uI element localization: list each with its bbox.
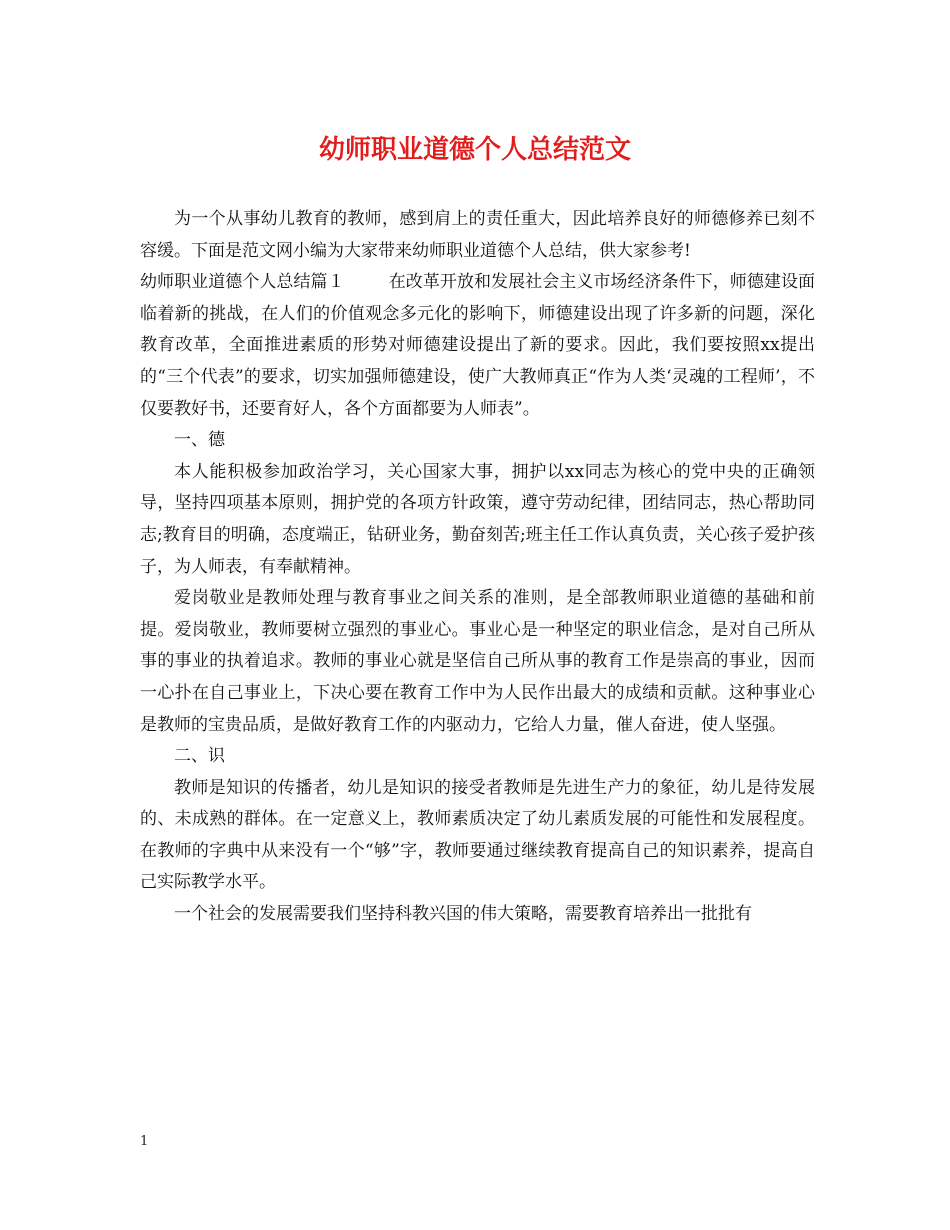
section-shi-paragraph-1: 教师是知识的传播者，幼儿是知识的接受者教师是先进生产力的象征，幼儿是待发展的、未成熟的群体。在一定意义上，教师素质决定了幼儿素质发展的可能性和发展程度。在教师的字典中从来没有一个“够”字，教师要通过继续教育提高自己的知识素养，提高自己实际教学水平。 [140,777,815,893]
page-number: 1 [140,1134,149,1149]
article-label: 幼师职业道德个人总结篇１ [140,272,345,293]
article-paragraph [140,267,815,425]
section-heading-de: 一、德 [174,430,225,451]
section-de-paragraph-1: 本人能积极参加政治学习，关心国家大事，拥护以xx同志为核心的党中央的正确领导，坚持四项基本原则，拥护党的各项方针政策，遵守劳动纪律，团结同志，热心帮助同志;教育目的明确，态度端正，钻研业务，勤奋刻苦;班主任工作认真负责，关心孩子爱护孩子，为人师表，有奉献精神。 [140,461,815,577]
document-title: 幼师职业道德个人总结范文 [318,135,631,165]
section-heading-shi: 二、识 [174,746,225,767]
article-intro-text: 在改革开放和发展社会主义市场经济条件下，师德建设面临着新的挑战，在人们的价值观念多元化的影响下，师德建设出现了许多新的问题，深化教育改革，全面推进素质的形势对师德建设提出了新的要求。因此，我们要按照xx提出的“三个代表”的要求，切实加强师德建设，使广大教师真正“作为人类‘灵魂的工程师’，不仅要教好书，还要育好人，各个方面都要为人师表”。 [140,272,816,419]
section-shi-paragraph-2: 一个社会的发展需要我们坚持科教兴国的伟大策略，需要教育培养出一批批有 [174,904,752,925]
intro-paragraph: 为一个从事幼儿教育的教师，感到肩上的责任重大，因此培养良好的师德修养已刻不容缓。下面是范文网小编为大家带来幼师职业道德个人总结，供大家参考! [140,209,815,261]
section-de-paragraph-2: 爱岗敬业是教师处理与教育事业之间关系的准则，是全部教师职业道德的基础和前提。爱岗敬业，教师要树立强烈的事业心。事业心是一种坚定的职业信念，是对自己所从事的事业的执着追求。教师的事业心就是坚信自己所从事的教育工作是崇高的事业，因而一心扑在自己事业上，下决心要在教育工作中为人民作出最大的成绩和贡献。这种事业心是教师的宝贵品质，是做好教育工作的内驱动力，它给人力量，催人奋进，使人坚强。 [140,588,815,735]
document-body [140,204,815,931]
